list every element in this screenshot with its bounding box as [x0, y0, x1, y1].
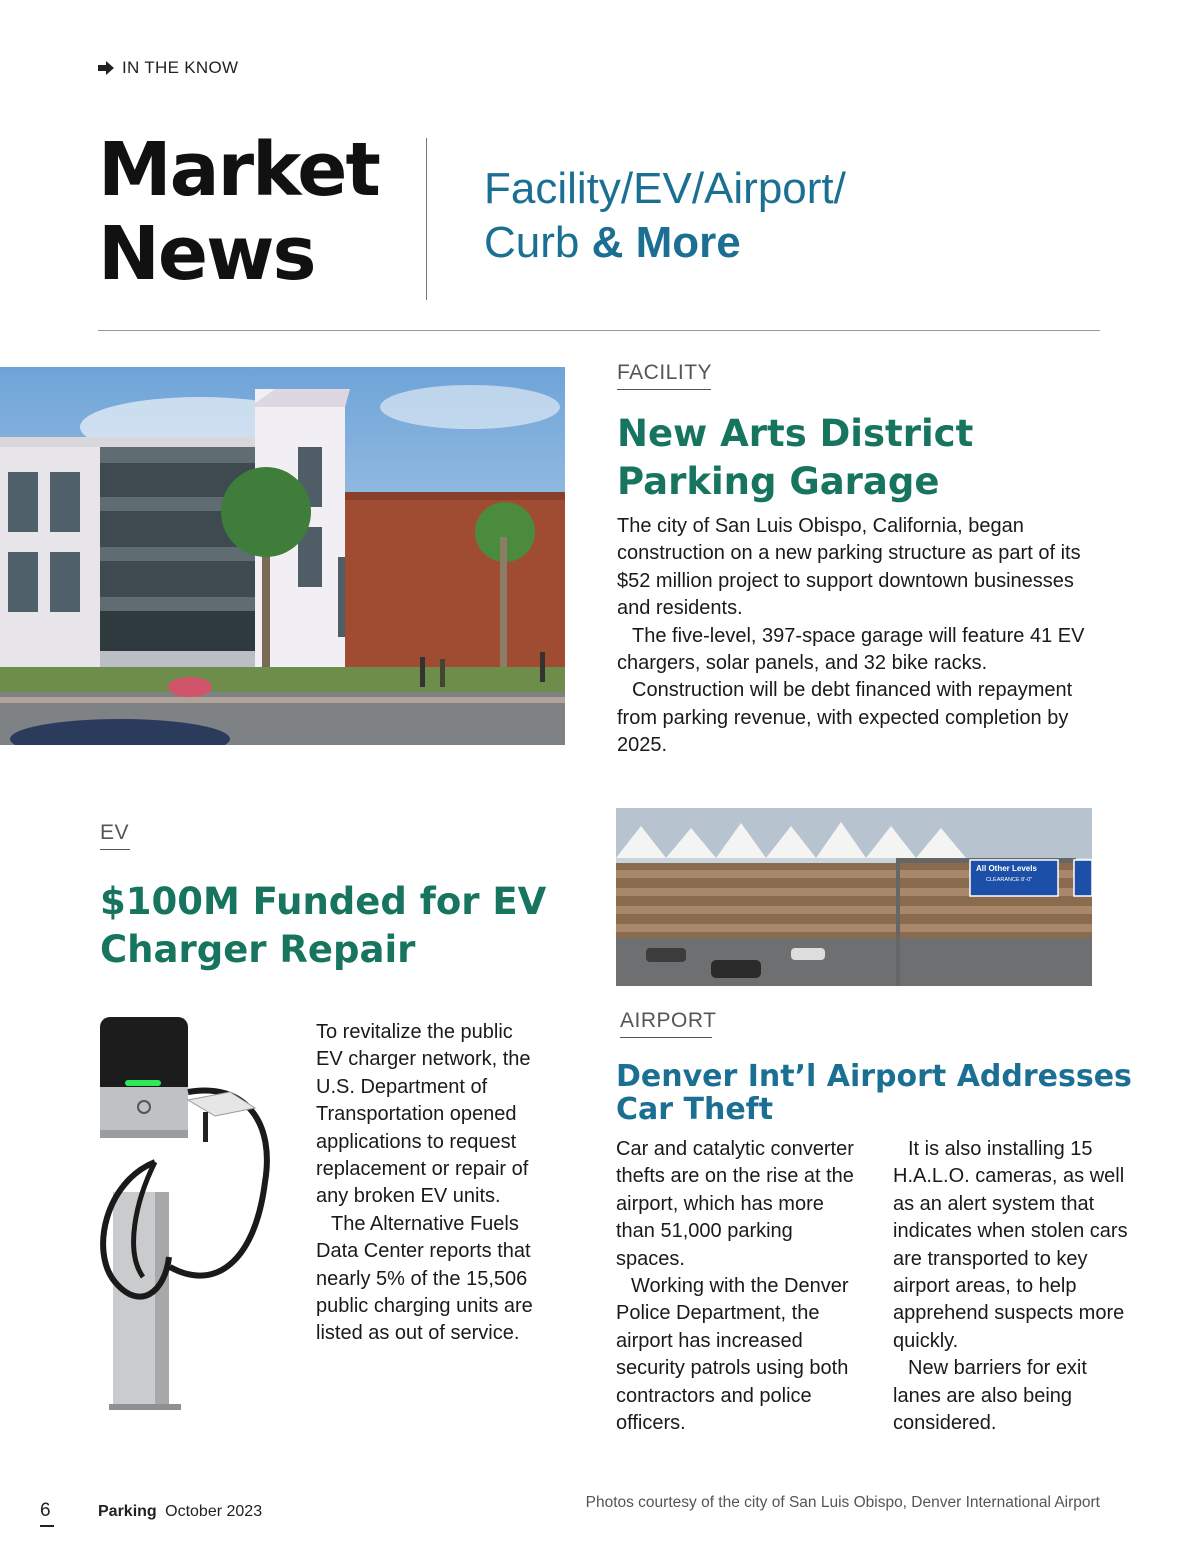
subtitle-line2-regular: Curb — [484, 218, 580, 267]
airport-body-col1 — [616, 1136, 866, 1437]
subtitle-line1: Facility/EV/Airport/ — [484, 164, 846, 213]
airport-tag-wrap — [620, 1009, 717, 1038]
airport-headline — [616, 1060, 1132, 1126]
airport-paragraph: Working with the Denver Police Department, the airport has increased security patrols using both contractors and police officers. — [616, 1275, 849, 1435]
airport-tag: AIRPORT — [620, 1009, 712, 1038]
subtitle-line2-bold: & More — [591, 218, 741, 267]
page-title-line2: News — [98, 211, 315, 297]
header-rule — [98, 330, 1100, 331]
ev-charger-icon — [95, 1012, 305, 1412]
facility-headline-line2: Parking Garage — [617, 460, 940, 503]
facility-paragraph: The city of San Luis Obispo, California, began construction on a new parking structure as part of its $52 million project to support downtown businesses and residents. — [617, 515, 1081, 620]
facility-article — [617, 361, 711, 390]
photo-credit: Photos courtesy of the city of San Luis Obispo, Denver International Airport — [585, 1494, 1100, 1511]
facility-paragraph: The five-level, 397-space garage will feature 41 EV chargers, solar panels, and 32 bike racks. — [617, 624, 1085, 675]
ev-paragraph: To revitalize the public EV charger network, the U.S. Department of Transportation opened applications to request replacement or repair of any broken EV units. — [316, 1021, 531, 1208]
facility-body — [617, 513, 1087, 760]
magazine-name: Parking — [98, 1503, 157, 1520]
issue-date: October 2023 — [165, 1503, 263, 1520]
magazine-issue — [98, 1503, 262, 1521]
page-title-line1: Market — [98, 127, 379, 213]
airport-paragraph: New barriers for exit lanes are also being considered. — [893, 1357, 1087, 1435]
page-number-underline — [40, 1525, 54, 1527]
ev-headline-line2: Charger Repair — [100, 928, 416, 971]
ev-tag-wrap — [100, 821, 130, 850]
airport-body-col2 — [893, 1136, 1128, 1437]
ev-paragraph: The Alternative Fuels Data Center reports that nearly 5% of the 15,506 public charging units are listed as out of service. — [316, 1212, 533, 1345]
arrow-right-icon — [98, 61, 114, 75]
page-number: 6 — [40, 1500, 51, 1521]
facility-tag: FACILITY — [617, 361, 711, 390]
sign-subtext: CLEARANCE 8'-0" — [986, 877, 1033, 883]
section-kicker — [98, 58, 238, 78]
kicker-label: IN THE KNOW — [122, 58, 239, 77]
airport-headline-line1: Denver Int’l Airport Addresses — [616, 1059, 1132, 1094]
parking-garage-rendering — [0, 367, 565, 745]
airport-paragraph: Car and catalytic converter thefts are on the rise at the airport, which has more than 51,000 parking spaces. — [616, 1138, 854, 1270]
page-subtitle — [484, 162, 846, 270]
denver-airport-garage-photo — [616, 808, 1092, 986]
facility-headline — [617, 410, 973, 506]
ev-tag: EV — [100, 821, 130, 850]
title-divider — [426, 138, 427, 300]
airport-paragraph: It is also installing 15 H.A.L.O. cameras, as well as an alert system that indicates when stolen cars are transported to key airport areas, to help apprehend suspects more quickly. — [893, 1138, 1128, 1352]
ev-body — [316, 1019, 534, 1348]
facility-paragraph: Construction will be debt financed with repayment from parking revenue, with expected completion by 2025. — [617, 679, 1073, 757]
ev-headline — [100, 878, 546, 974]
sign-text: All Other Levels — [976, 864, 1037, 873]
facility-headline-line1: New Arts District — [617, 412, 974, 455]
airport-headline-line2: Car Theft — [616, 1092, 774, 1127]
page-title — [98, 128, 379, 296]
ev-headline-line1: $100M Funded for EV — [100, 880, 547, 923]
